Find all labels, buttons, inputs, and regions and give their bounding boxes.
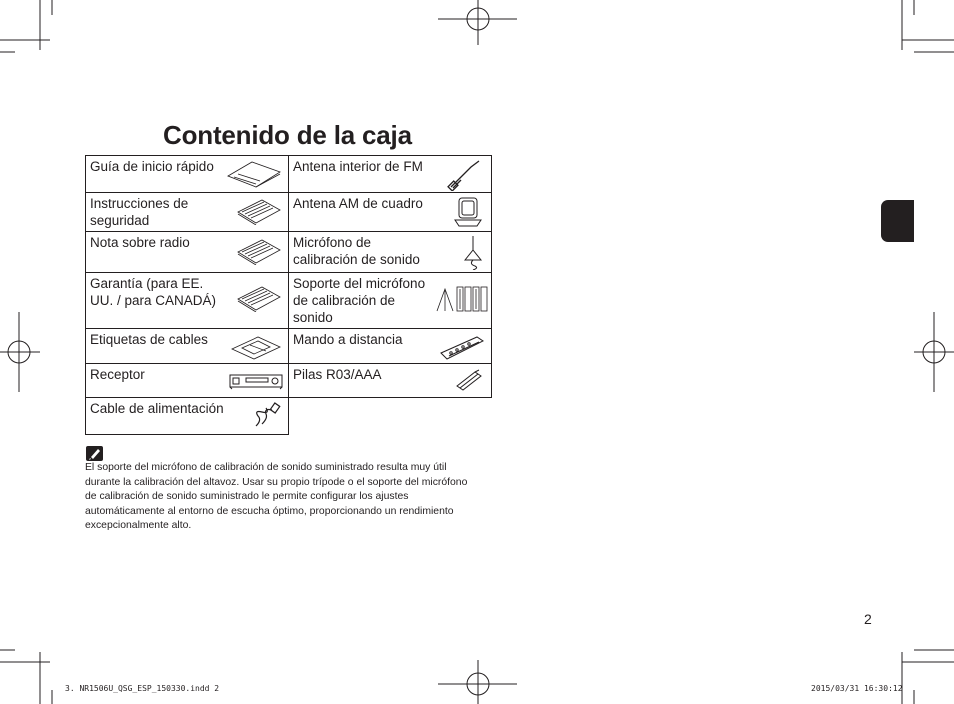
item-calibration-microphone — [289, 232, 492, 273]
item-label: Mando a distancia — [293, 332, 403, 347]
item-microphone-stand — [289, 273, 492, 329]
remote-control-icon — [439, 333, 485, 361]
footer-file-name: 3. NR1506U_QSG_ESP_150330.indd 2 — [65, 684, 220, 693]
page-number: 2 — [864, 611, 872, 627]
item-am-loop-antenna — [289, 193, 492, 232]
power-cord-icon — [252, 402, 282, 430]
footer-timestamp: 2015/03/31 16:30:12 — [811, 684, 903, 693]
item-label: Antena interior de FM — [293, 159, 423, 174]
batteries-icon — [455, 368, 485, 394]
item-remote-control — [289, 329, 492, 364]
item-label: Pilas R03/AAA — [293, 367, 382, 382]
item-receiver — [86, 364, 289, 398]
mic-stand-icon — [435, 285, 489, 313]
item-radio-note — [86, 232, 289, 273]
empty-cell — [289, 398, 492, 435]
item-label: Soporte del micrófono de calibración de sonido — [293, 276, 426, 325]
item-label: Etiquetas de cables — [90, 332, 208, 347]
cable-labels-icon — [230, 333, 282, 361]
item-power-cord — [86, 398, 289, 435]
item-cable-labels — [86, 329, 289, 364]
item-quick-start-guide — [86, 156, 289, 193]
receiver-icon — [228, 372, 284, 390]
item-fm-antenna — [289, 156, 492, 193]
fm-antenna-icon — [445, 159, 485, 191]
booklet-icon — [236, 285, 282, 312]
item-label: Instrucciones de seguridad — [90, 196, 189, 228]
item-label: Cable de alimentación — [90, 401, 224, 416]
note-text: El soporte del micrófono de calibración de sonido suministrado resulta muy útil durante la calibración del altavoz. Usar su propio trípode o el soporte del micrófono de calibración de sonido suministrado le permite configurar los ajustes automáticamente al entorno de escucha óptimo, proporcionando un rendimiento excepcionalmente alto. — [85, 462, 468, 532]
pencil-note-icon — [86, 446, 103, 461]
section-tab — [881, 200, 914, 242]
box-contents-table — [85, 155, 492, 435]
item-label: Garantía (para EE. UU. / para CANADÁ) — [90, 276, 217, 308]
item-safety-instructions — [86, 193, 289, 232]
item-label: Antena AM de cuadro — [293, 196, 423, 211]
booklet-icon — [236, 238, 282, 265]
quick-start-guide-icon — [226, 160, 282, 188]
item-label: Guía de inicio rápido — [90, 159, 214, 174]
item-label: Micrófono de calibración de sonido — [293, 235, 420, 267]
item-label: Nota sobre radio — [90, 235, 190, 250]
booklet-icon — [236, 198, 282, 225]
microphone-icon — [461, 234, 485, 270]
item-batteries — [289, 364, 492, 398]
am-loop-antenna-icon — [451, 196, 485, 228]
item-warranty — [86, 273, 289, 329]
page-title: Contenido de la caja — [163, 120, 412, 150]
item-label: Receptor — [90, 367, 145, 382]
